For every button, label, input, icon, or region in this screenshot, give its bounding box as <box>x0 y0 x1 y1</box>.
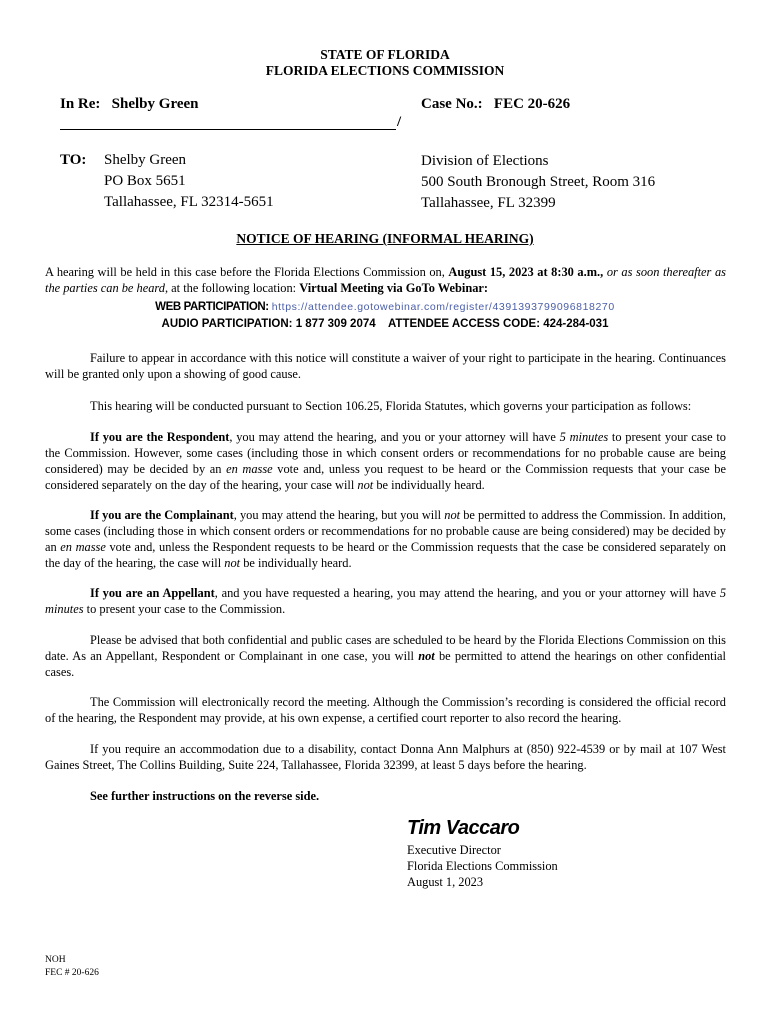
division-address <box>421 151 655 214</box>
reverse-side-note <box>45 788 726 804</box>
accommodation-text: If you require an accommodation due to a disability, contact Donna Ann Malphurs at (850) 922-4539 or by mail at 107 West Gaines Street, The Collins Building, Suite 224, Tallahassee, Florida 32399, at least 5 days before the hearing. <box>45 742 726 772</box>
section-text: This hearing will be conducted pursuant to Section 106.25, Florida Statutes, which governs your participation as follows: <box>90 399 692 413</box>
signer-title: Executive Director <box>407 843 501 857</box>
hearing-location-intro: , at the following location: <box>164 281 297 295</box>
case-number: FEC 20-626 <box>493 96 571 112</box>
respondent-not: not <box>357 478 374 492</box>
respondent-en-masse: en masse <box>226 462 273 476</box>
signer-org: Florida Elections Commission <box>407 859 558 873</box>
web-participation-line <box>0 299 770 314</box>
audio-participation-line: AUDIO PARTICIPATION: 1 877 309 2074 ATTENDEE ACCESS CODE: 424-284-031 <box>161 318 609 330</box>
signature-image: Tim Vaccaro <box>407 817 520 839</box>
complainant-text-a: , you may attend the hearing, but you will <box>233 508 445 522</box>
hearing-soon: or as soon thereafter as the parties can be heard <box>45 265 726 295</box>
reverse-side-text: See further instructions on the reverse side. <box>90 789 320 803</box>
notice-title: NOTICE OF HEARING (INFORMAL HEARING) <box>236 231 534 246</box>
recipient-city: Tallahassee, FL 32314-5651 <box>104 194 274 210</box>
respondent-text-c: vote and, unless you request to be heard or the Commission requests that your case be considered separately on the day of the hearing, your case will <box>45 462 726 492</box>
division-city: Tallahassee, FL 32399 <box>421 195 556 211</box>
respondent-paragraph <box>45 429 726 493</box>
appellant-paragraph <box>45 585 726 617</box>
footer-case: FEC # 20-626 <box>45 968 99 978</box>
recipient-street: PO Box 5651 <box>104 173 186 189</box>
respondent-minutes: 5 minutes <box>559 430 609 444</box>
signature-date: August 1, 2023 <box>407 875 484 889</box>
in-re-name: Shelby Green <box>111 96 199 112</box>
signature-block <box>407 842 558 890</box>
recipient-name: Shelby Green <box>104 152 187 168</box>
confidential-not: not <box>418 649 435 663</box>
appellant-text-b: to present your case to the Commission. <box>83 602 286 616</box>
case-number-caption <box>421 96 570 113</box>
caption-rule <box>60 129 396 130</box>
hearing-date: August 15, 2023 at 8:30 a.m., <box>448 265 604 279</box>
accommodation-paragraph <box>45 741 726 773</box>
complainant-not: not <box>444 508 461 522</box>
complainant-not-2: not <box>224 556 241 570</box>
recipient-address <box>104 150 274 213</box>
in-re-caption <box>60 96 199 113</box>
hearing-paragraph <box>45 264 726 296</box>
header-commission: FLORIDA ELECTIONS COMMISSION <box>265 63 505 78</box>
confidential-paragraph <box>45 632 726 680</box>
footer-code <box>45 954 99 980</box>
confidential-text-b: be permitted to attend the hearings on other confidential cases. <box>45 649 727 679</box>
failure-paragraph <box>45 350 726 382</box>
case-label: Case No.: <box>421 96 483 112</box>
respondent-text-b: to present your case to the Commission. However, some cases (including those in which consent orders or recommendations for no probable cause are being considered) may be decided by an <box>45 430 726 476</box>
respondent-lead: If you are the Respondent <box>90 430 230 444</box>
complainant-text-d: be individually heard. <box>240 556 352 570</box>
header-state: STATE OF FLORIDA <box>320 47 450 62</box>
respondent-text-a: , you may attend the hearing, and you or your attorney will have <box>229 430 560 444</box>
in-re-label: In Re: <box>60 96 101 112</box>
complainant-en-masse: en masse <box>60 540 106 554</box>
complainant-text-c: vote and, unless the Respondent requests to be heard or the Commission requests that the case be considered separately on the day of the hearing, the case will <box>45 540 726 570</box>
caption-slash: / <box>397 114 402 130</box>
division-name: Division of Elections <box>421 153 549 169</box>
to-label: TO: <box>60 152 87 168</box>
complainant-paragraph <box>45 507 726 571</box>
division-street: 500 South Bronough Street, Room 316 <box>421 174 656 190</box>
web-label: WEB PARTICIPATION: <box>155 301 269 313</box>
record-paragraph <box>45 694 726 726</box>
section-paragraph <box>45 398 726 414</box>
appellant-minutes: 5 minutes <box>45 586 727 616</box>
appellant-text-a: , and you have requested a hearing, you may attend the hearing, and you or your attorney will have <box>214 586 720 600</box>
failure-text: Failure to appear in accordance with this notice will constitute a waiver of your right to participate in the hearing. Continuances will be granted only upon a showing of good cause. <box>45 351 726 381</box>
complainant-text-b: be permitted to address the Commission. In addition, some cases (including those in which consent orders or recommendations for no probable cause are being considered) may be decided by an <box>45 508 726 554</box>
appellant-lead: If you are an Appellant <box>90 586 215 600</box>
record-text: The Commission will electronically record the meeting. Although the Commission’s recording is considered the official record of the hearing, the Respondent may provide, at his own expense, a certified court reporter to also record the hearing. <box>45 695 726 725</box>
hearing-text: A hearing will be held in this case before the Florida Elections Commission on, <box>45 265 445 279</box>
respondent-text-d: be individually heard. <box>373 478 485 492</box>
hearing-location: Virtual Meeting via GoTo Webinar: <box>299 281 489 295</box>
footer-noh: NOH <box>45 955 66 965</box>
complainant-lead: If you are the Complainant <box>90 508 234 522</box>
confidential-text-a: Please be advised that both confidential and public cases are scheduled to be heard by the Florida Elections Commission on this date. As an Appellant, Respondent or Complainant in one case, you will <box>45 633 726 663</box>
webinar-link[interactable]: https://attendee.gotowebinar.com/register/4391393799096818270 <box>271 301 615 313</box>
